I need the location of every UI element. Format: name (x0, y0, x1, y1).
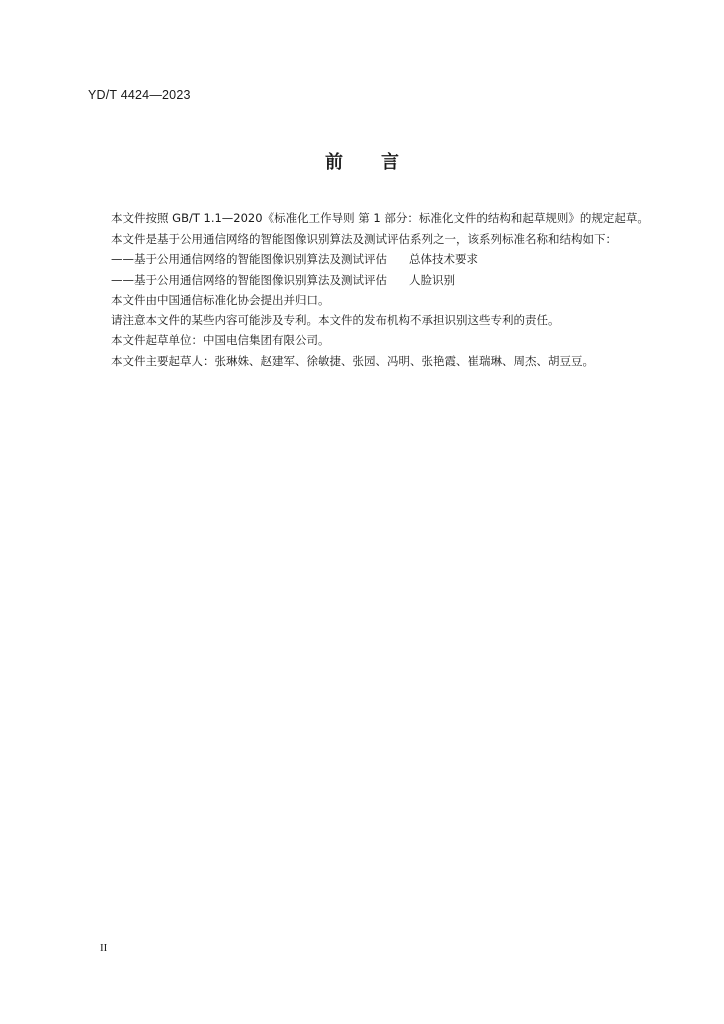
list-item-title: 基于公用通信网络的智能图像识别算法及测试评估 (134, 272, 387, 287)
list-item-title: 基于公用通信网络的智能图像识别算法及测试评估 (134, 252, 387, 267)
document-code: YD/T 4424—2023 (88, 88, 191, 102)
list-dash: —— (111, 272, 134, 287)
paragraph-patent-notice: 请注意本文件的某些内容可能涉及专利。本文件的发布机构不承担识别这些专利的责任。 (111, 313, 560, 328)
title-char-2: 言 (381, 152, 399, 173)
list-item (88, 249, 658, 269)
paragraph-drafting-rules: 本文件按照 GB/T 1.1—2020《标准化工作导则 第 1 部分：标准化文件的结构和起草规则》的规定起草。 (111, 211, 649, 225)
section-title (0, 148, 724, 174)
page-number: II (100, 942, 108, 954)
foreword-body (88, 207, 658, 371)
list-dash: —— (111, 252, 134, 267)
list-item-part: 总体技术要求 (409, 252, 478, 267)
paragraph-series-intro: 本文件是基于公用通信网络的智能图像识别算法及测试评估系列之一，该系列标准名称和结构如下： (111, 232, 617, 246)
list-item (88, 270, 658, 290)
title-char-1: 前 (325, 152, 343, 173)
paragraph-proposer: 本文件由中国通信标准化协会提出并归口。 (111, 292, 330, 307)
paragraph-drafting-unit: 本文件起草单位：中国电信集团有限公司。 (111, 333, 330, 348)
list-item-part: 人脸识别 (409, 272, 455, 287)
paragraph-drafters: 本文件主要起草人：张琳姝、赵建军、徐敏捷、张园、冯明、张艳霞、崔瑞琳、周杰、胡豆豆。 (111, 353, 594, 368)
